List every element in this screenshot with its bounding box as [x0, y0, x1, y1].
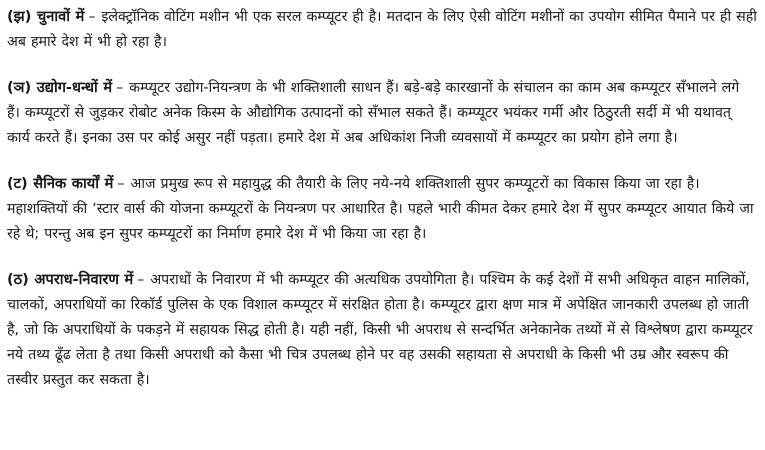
section-military: [7, 171, 757, 247]
section-heading: (झ) चुनावों में: [7, 8, 85, 25]
section-dash: –: [137, 272, 145, 288]
section-dash: –: [116, 80, 124, 96]
section-text: आज प्रमुख रूप से महायुद्ध की तैयारी के लिए नये-नये शक्तिशाली सुपर कम्प्यूटरों का विकास किया जा रहा है। महाशक्तियों की ‘स्टार वार्स की योजना कम्प्यूटरों के नियन्त्रण पर आधारित है। पहले भारी कीमत देकर हमारे देश में सुपर कम्प्यूटर आयात किये जा रहे थे; परन्तु अब इन सुपर कम्प्यूटरों का निर्माण हमारे देश में भी किया जा रहा है।: [7, 176, 754, 242]
section-elections: [7, 4, 757, 55]
section-crime-prevention: [7, 267, 757, 393]
section-heading: (ठ) अपराध-निवारण में: [7, 271, 134, 288]
section-heading: (ञ) उद्योग-धन्धों में: [7, 79, 113, 96]
section-text: इलेक्ट्रॉनिक वोटिंग मशीन भी एक सरल कम्प्यूटर ही है। मतदान के लिए ऐसी वोटिंग मशीनों का उपयोग सीमित पैमाने पर ही सही अब हमारे देश में भी हो रहा है।: [7, 9, 757, 50]
section-text: अपराधों के निवारण में भी कम्प्यूटर की अत्यधिक उपयोगिता है। पश्चिम के कई देशों में सभी अधिकृत वाहन मालिकों, चालकों, अपराधियों का रिकॉर्ड पुलिस के एक विशाल कम्प्यूटर में संरक्षित होता है। कम्प्यूटर द्वारा क्षण मात्र में अपेक्षित जानकारी उपलब्ध हो जाती है, जो कि अपराधियों के पकड़ने में सहायक सिद्ध होती है। यही नहीं, किसी भी अपराध से सन्दर्भित अनेकानेक तथ्यों में से विश्लेषण द्वारा कम्प्यूटर नये तथ्य ढूँढ लेता है तथा किसी अपराधी को कैसा भी चित्र उपलब्ध होने पर वह उसकी सहायता से अपराधी के किसी भी उम्र और स्वरूप की तस्वीर प्रस्तुत कर सकता है।: [7, 272, 753, 388]
section-heading: (ट) सैनिक कार्यों में: [7, 175, 114, 192]
section-industry: [7, 75, 757, 151]
section-dash: –: [88, 9, 96, 25]
section-dash: –: [117, 176, 125, 192]
section-text: कम्प्यूटर उद्योग-नियन्त्रण के भी शक्तिशाली साधन हैं। बड़े-बड़े कारखानों के संचालन का काम अब कम्प्यूटर सँभालने लगे हैं। कम्प्यूटरों से जुड़कर रोबोट अनेक किस्म के औद्योगिक उत्पादनों को सँभाल सकते हैं। कम्प्यूटर भयंकर गर्मी और ठिठुरती सर्दी में भी यथावत् कार्य करते हैं। इनका उस पर कोई असुर नहीं पड़ता। हमारे देश में अब अधिकांश निजी व्यवसायों में कम्प्यूटर का प्रयोग होने लगा है।: [7, 80, 740, 146]
